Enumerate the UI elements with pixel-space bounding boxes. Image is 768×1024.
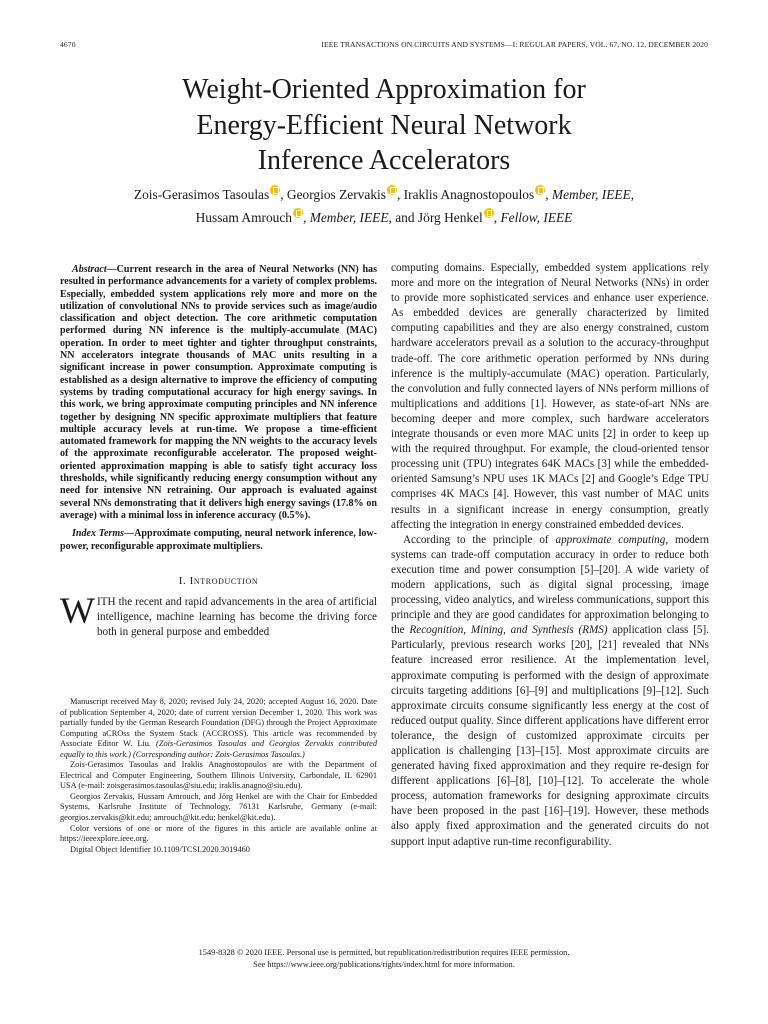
conjunction: and [395,210,415,225]
body-text [391,261,709,850]
orcid-icon[interactable] [270,185,280,195]
author-name: Georgios Zervakis [286,187,386,202]
orcid-icon[interactable] [387,185,397,195]
right-column [391,261,709,850]
text-run: According to the principle of [403,533,549,546]
author-name: Zois-Gerasimos Tasoulas [133,187,270,202]
index-terms-text: Approximate computing, neural network inference, low-power, reconfigurable approximate multipliers. [60,528,378,552]
author-role: Fellow, IEEE [500,210,573,225]
author-name: Hussam Amrouch [195,210,292,225]
left-column [60,264,377,640]
footnote-text: Georgios Zervakis, Hussam Amrouch, and Jörg Henkel are with the Chair for Embedded Systems, Karlsruhe Institute of Technology, 76131 Karlsruhe, Germany (e-mail: georgios.zervakis@kit.edu; amrouch@kit.edu; henkel@kit.edu). [60,791,377,823]
title-line: Energy-Efficient Neural Network [196,109,572,141]
abstract-label: Abstract— [72,264,117,275]
title-line: Inference Accelerators [257,145,511,176]
doi-text: Digital Object Identifier 10.1109/TCSI.2020.3019460 [70,844,250,854]
footnote-text: Zois-Gerasimos Tasoulas and Iraklis Anagnostopoulos are with the Department of Electrical and Computer Engineering, Southern Illinois University, Carbondale, IL 62901 USA (e-mail: zoisgerasimos.tasoulas@siu.edu; iraklis.anagno@siu.edu). [60,760,377,791]
section-heading: I. Introduction [178,574,259,587]
body-paragraph: computing domains. Especially, embedded system applications rely more and more on the integration of Neural Networks (NNs) in order to provide more sophisticated services and enhance user experience. As embedded devices are generally characterized by limited computing capabilities and they are also energy constrained, custom hardware accelerators prevail as a solution to the accuracy-throughput trade-off. The core arithmetic operation performed by NNs during inference is the multiply-accumulate (MAC) operation. Particularly, the convolution and fully connected layers of NNs perform millions of multiplications and additions [1]. However, as state-of-art NNs are becoming deeper and more complex, such hardware accelerators integrate thousands or even more MAC units [2] in order to keep up with the required throughput. For example, the cloud-oriented tensor processing unit (TPU) integrates 64K MACs [3] while the embedded-oriented Samsung’s NPU uses 1K MACs [2] and Google’s Edge TPU comprises 4K MACs [4]. However, this vast number of MAC units results in a significant increase in energy consumption, greatly affecting the integration in energy constrained embedded devices. [391,262,709,531]
copyright-line: See https://www.ieee.org/publications/rights/index.html for more information. [253,959,515,969]
body-paragraph [391,533,709,850]
intro-text: ITH the recent and rapid advancements in the area of artificial intelligence, machine learning has become the driving force both in general purpose and embedded [96,595,377,639]
abstract-text: Current research in the area of Neural Networks (NN) has resulted in performance advancements for a variety of complex problems. Especially, embedded system applications rely more and more on the utilization of convolutional NNs to provide services such as image/audio classification and object detection. The core arithmetic computation performed during NN inference is the multiply-accumulate (MAC) operation. In order to meet tighter and tighter throughput constraints, NN accelerators integrate thousands of MAC units resulting in a significant increase in power consumption. Approximate computing is established as a design alternative to improve the efficiency of computing systems by trading computational accuracy for high energy savings. In this work, we bring approximate computing principles and NN inference together by designing NN specific approximate multipliers that feature multiple accuracy levels at run-time. We propose a time-efficient automated framework for mapping the NN weights to the accuracy levels of the approximate reconfigurable accelerator. The proposed weight-oriented approximation mapping is able to satisfy tight accuracy loss thresholds, while significantly reducing energy consumption without any need for intensive NN retraining. Our approach is evaluated against several NNs demonstrating that it delivers high energy savings (17.8% on average) with a minimal loss in inference accuracy (0.5%). [60,264,377,521]
footnote-text: Color versions of one or more of the figures in this article are available online at https://ieeexplore.ieee.org. [60,823,377,844]
footnote-text: Manuscript received May 8, 2020; revised July 24, 2020; accepted August 16, 2020. Date of publication September 4, 2020; date of current version December 1, 2020. This work was partially funded by the German Research Foundation (DFG) through the Project Approximate Computing aCROss the System Stack (ACCROSS). This article was recommended by Associate Editor W. Liu. [60,697,377,749]
footnotes [60,697,377,855]
orcid-icon[interactable] [535,185,545,195]
intro-paragraph [60,590,377,640]
author-list: Zois-Gerasimos Tasoulas , Georgios Zervakis , Iraklis Anagnostopoulos , Member, IEEE, Hussam Amrouch , Member, IEEE, and Jörg Henkel , Fellow, IEEE [133,187,635,225]
italic-term: Recognition, Mining, and Synthesis (RMS) [409,624,608,637]
italic-term: approximate computing [555,533,666,546]
copyright-line: 1549-8328 © 2020 IEEE. Personal use is permitted, but republication/redistribution requires IEEE permission. [198,948,570,957]
running-header [60,40,708,52]
drop-cap: W [60,590,95,632]
paper-title [84,72,684,179]
author-name: Jörg Henkel [417,210,483,225]
author-role: Member, IEEE [551,187,631,202]
orcid-icon[interactable] [484,208,494,218]
index-terms-label: Index Terms— [72,528,135,540]
orcid-icon[interactable] [293,208,303,218]
journal-name: IEEE TRANSACTIONS ON CIRCUITS AND SYSTEMS—I: REGULAR PAPERS, VOL. 67, NO. 12, DECEMBER 2020 [321,40,708,49]
abstract [60,264,377,553]
author-name: Iraklis Anagnostopoulos [403,187,535,202]
title-line: Weight-Oriented Approximation for [182,74,586,105]
page-number: 4670 [60,40,76,49]
author-role: Member, IEEE [309,210,389,225]
footnote-italic: (Zois-Gerasimos Tasoulas and Georgios Zervakis contributed equally to this work.) (Corresponding author: Zois-Gerasimos Tasoulas.) [60,739,377,759]
text-run: application class [5]. Particularly, previous research works [20], [21] revealed that NNs feature increased error resilience. At the implementation level, approximate computing is performed with the design of approximate circuits targeting additions [6]–[9] and multiplications [9]–[12]. Such approximate circuits consume significantly less energy at the cost of reduced output quality. Since different applications have different error tolerance, the design of customized approximate circuits per application is challenging [13]–[15]. Most approximate circuits are generated having fixed approximation and they require re-design for different applications [6]–[8], [10]–[12]. To accelerate the whole process, automation frameworks for designing approximate circuits have been proposed in the past [16]–[19]. However, these methods also apply fixed approximation and the generated circuits do not support input adaptive run-time reconfigurability. [391,624,709,848]
copyright-notice [60,947,708,970]
text-run: , modern systems can trade-off computation accuracy in order to reduce both execution time and power consumption [5]–[20]. A wide variety of modern applications, such as digital signal processing, image processing, video analytics, and wireless communications, support this principle and they are good candidates for approximation belonging to the [391,533,709,637]
